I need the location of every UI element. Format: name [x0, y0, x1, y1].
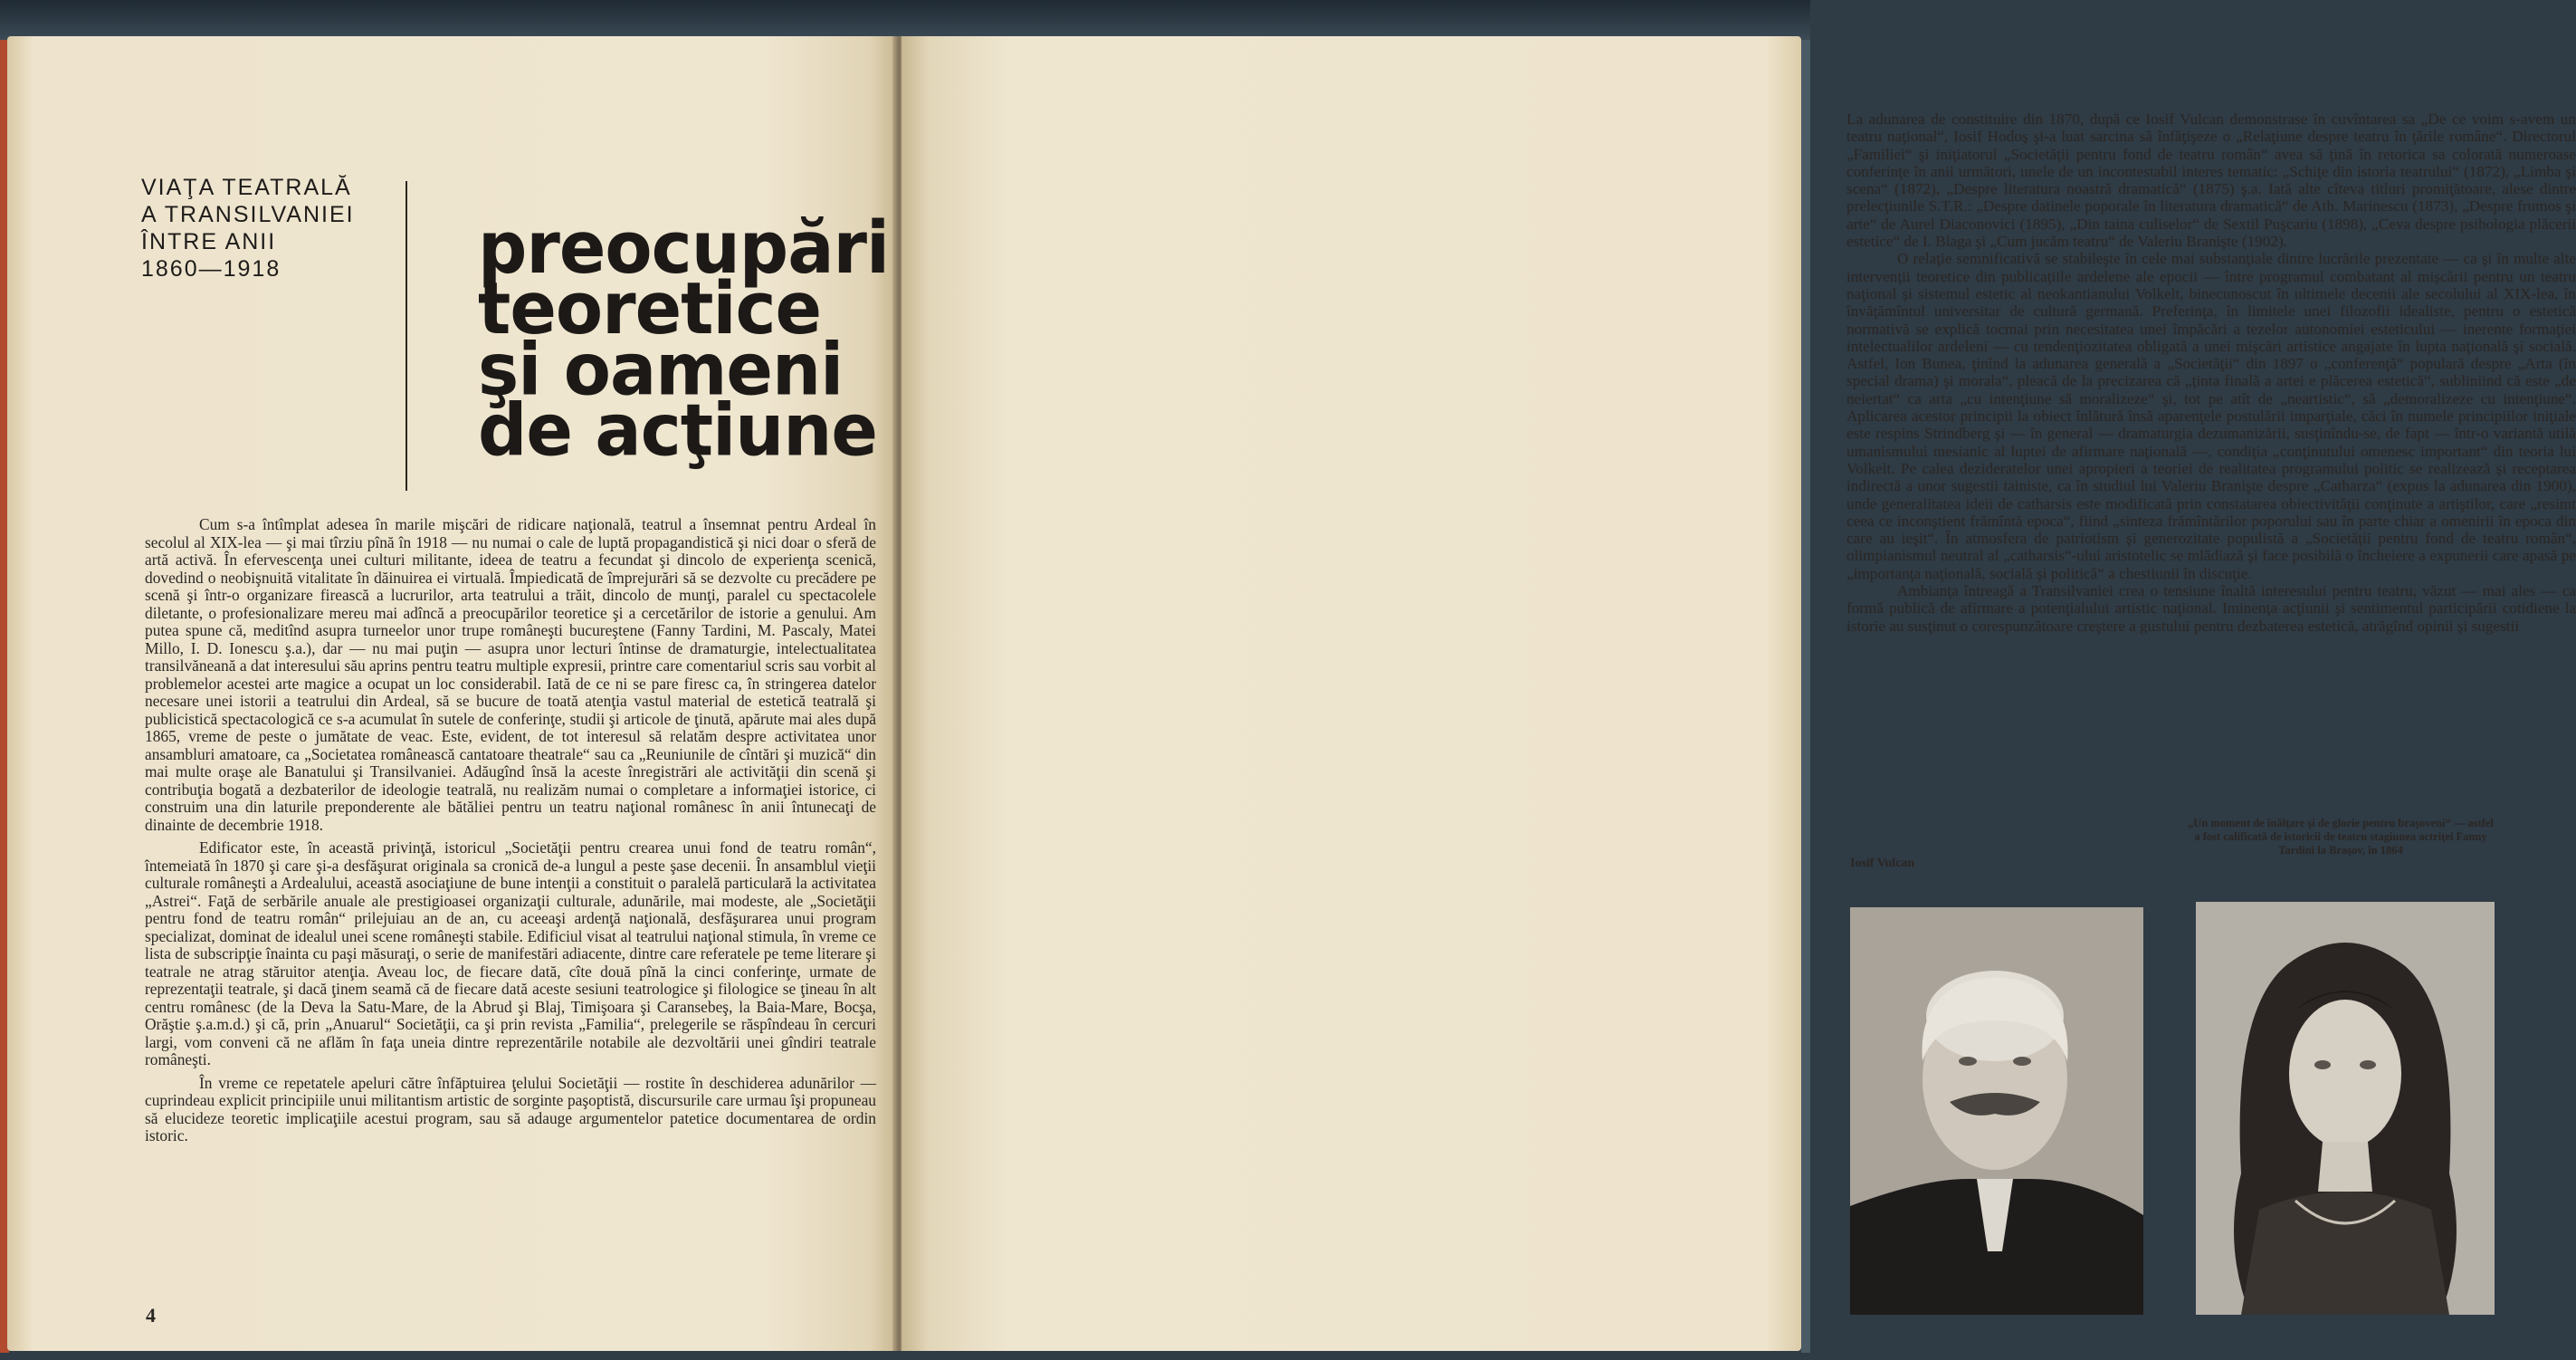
headline-line: de acţiune	[478, 387, 877, 473]
portrait-photo-fanny-tardini	[2196, 902, 2495, 1315]
headline-line: şi oameni	[478, 326, 844, 412]
section-title	[141, 174, 404, 283]
page-number: 4	[146, 1304, 156, 1326]
portrait-woman-illustration	[2196, 902, 2495, 1315]
right-page	[902, 36, 2576, 1351]
headline-line: teoretice	[478, 265, 822, 350]
section-title-line: A TRANSILVANIEI	[141, 202, 355, 227]
portrait-man-illustration	[1850, 907, 2143, 1315]
photo-caption-fanny-tardini: „Un moment de înălţare şi de glorie pentru braşoveni“ — astfel a fost calificată de istoricii de teatru stagiunea actriţei Fanny Tardini la Braşov, în 1864	[2188, 817, 2494, 857]
portrait-photo-iosif-vulcan	[1850, 907, 2143, 1315]
article-headline	[478, 205, 890, 473]
body-paragraph: Ambianţa întreagă a Transilvaniei crea o tensiune înaltă interesului pentru teatru, văzut — mai ales — ca formă publică de afirmare a potenţialului artistic naţional. Iminenţa acţiunii şi sentimentul participării cotidiene la istorie au susţinut o corespunzătoare creştere a gustului pentru dezbaterea estetică, atrăgînd opinii şi sugestii	[1846, 582, 2576, 635]
headline-line: preocupări	[478, 205, 890, 290]
left-body-text	[145, 516, 876, 1145]
left-page	[7, 36, 896, 1351]
section-title-line: 1860—1918	[141, 256, 281, 282]
body-paragraph: În vreme ce repetatele apeluri către înfăptuirea ţelului Societăţii — rostite în deschiderea adunărilor — cuprindeau explicit principiile unui militantism artistic de sorginte paşoptistă, discursurile care urmau îşi propuneau să elucideze teoretic implicaţiile acestui program, sau să adauge argumentelor patetice documentarea de ordin istoric.	[145, 1073, 876, 1145]
right-body-text	[1846, 110, 2576, 635]
section-title-line: VIAŢA TEATRALĂ	[141, 175, 352, 200]
body-paragraph: Edificator este, în această privinţă, istoricul „Societăţii pentru crearea unui fond de teatru român“, întemeiată în 1870 şi care şi-a desfăşurat originala sa cronică de-a lungul a peste şase decenii. În ansamblul vieţii culturale româneşti a Ardealului, această asociaţiune de bune intenţii a constituit o paralelă particulară la activitatea „Astrei“. Faţă de serbările anuale ale prestigioasei organizaţii culturale, adunările, mai modeste, ale „Societăţii pentru fond de teatru român“ prilejuiau an de an, cu aceeaşi ardenţă naţională, desfăşurarea unui program specializat, dominat de idealul unei scene româneşti stabile. Edificiul visat al teatrului naţional stimula, în vreme ce lista de subscripţie înainta cu paşi măsuraţi, o serie de manifestări adiacente, dintre care referatele pe teme literare şi teatrale ne atrag stăruitor atenţia. Aveau loc, de fiecare dată, cîte două pînă la cinci conferinţe, urmate de reprezentaţii teatrale, şi dacă ţinem seamă că de fiecare dată aceste sesiuni teatrologice şi filologice se ţineau în alt centru românesc (de la Deva la Satu-Mare, de la Abrud şi Blaj, Timişoara şi Caransebeş, la Baia-Mare, Bocşa, Orăştie ş.a.m.d.) şi că, prin „Anuarul“ Societăţii, ca şi prin revista „Familia“, prelegerile se răspîndeau în cercuri largi, vom conveni că ne aflăm în faţa uneia dintre reprezentările notabile ale dezvoltării unei gîndiri teatrale româneşti.	[145, 838, 876, 1068]
body-paragraph: O relaţie semnificativă se stabileşte în cele mai substanţiale dintre lucrările prezentate — ca şi în multe alte intervenţii teoretice din publicaţiile ardelene ale epocii — între programul combatant al mişcării pentru un teatru naţional şi sistemul estetic al neokantianului Volkelt, binecunoscut în ultimele decenii ale secolului al XIX-lea, în învăţămîntul universitar de cultură germană. Preferinţa, în limitele unei filozofii idealiste, pentru o estetică normativă se explică tocmai prin necesitatea unei împăcări a tezelor autonomiei esteticului — inerente formaţiei intelectualilor ardeleni — cu tendenţiozitatea obligată a unei mişcări artistice angajate în lupta naţională şi socială. Astfel, Ion Bunea, ţinînd la adunarea generală a „Societăţii“ din 1897 o „conferenţă“ populară despre „Arta (în special drama) şi morala“, pleacă de la precizarea că „ţinta finală a artei e plăcerea estetică“, subliniind că este „de neiertat“ ca arta „cu intenţiune să moralizeze“ şi, tot pe atît de „neartistic“, să „demoralizeze cu intenţiune“. Aplicarea acestor principii la obiect înlătură însă aparenţele postulării imparţiale, căci în numele principiilor iniţiale este respins Strindberg şi — în general — dramaturgia dezumanizării, susţinîndu-se, de fapt — într-o variantă utilă umanismului mesianic al luptei de afirmare naţională —, condiţia „conţinutului omenesc important“ din teoria lui Volkelt. Pe calea dezideratelor unei apropieri a teoriei de realitatea programului politic se realizează şi receptarea indirectă a unor sugestii tainiste, ca în studiul lui Valeriu Branişte despre „Catharza“ (expus la adunarea din 1900), unde generalitatea ideii de catharsis este modificată prin constatarea obiectivităţii conţinute a artiştilor, care „resimt ceea ce inconştient frămîntă epoca“, fiind „sinteza frămîntărilor poporului sau în parte chiar a omenirii în epoca din care au ieşit“. În atmosfera de patriotism şi generozitate populistă a „Societăţii pentru fond de teatru român“, olimpianismul neutral al „catharsis“-ului aristotelic se mlădiază şi face posibilă o încheiere a expunerii care apasă pe „importanţa naţională, socială şi politică“ a chestiunii în discuţie.	[1846, 250, 2576, 582]
section-title-line: ÎNTRE ANII	[141, 229, 277, 254]
vertical-divider	[405, 181, 407, 491]
body-paragraph: La adunarea de constituire din 1870, după ce Iosif Vulcan demonstrase în cuvîntarea sa „De ce voim s-avem un teatru naţional“, Iosif Hodoş şi-a luat sarcina să înfăţişeze o „Relaţiune despre teatru în ţările române“. Directorul „Familiei“ şi iniţiatorul „Societăţii pentru fond de teatru român“ avea să ţină în retorica sa colorată numeroase conferinţe în anii următori, unele de un incontestabil interes tematic: „Schiţe din istoria teatrului“ (1872), „Limba şi scena“ (1872), „Despre literatura noastră dramatică“ (1875) ş.a. Iată alte cîteva titluri promiţătoare, alese dintre prelecţiunile S.T.R.: „Despre datinele poporale în literatura dramatică“ de Ath. Marinescu (1873), „Despre frumos şi arte“ de Aurel Diaconovici (1895), „Din taina culiselor“ de Sextil Puşcariu (1898), „Ceva despre psihologia plăcerii estetice“ de I. Blaga şi „Cum jucăm teatru“ de Valeriu Branişte (1902).	[1846, 110, 2576, 251]
book-top-edge	[0, 0, 1810, 40]
book-cover-edge-right	[1801, 40, 1810, 1353]
body-paragraph: Cum s-a întîmplat adesea în marile mişcări de ridicare naţională, teatrul a însemnat pentru Ardeal în secolul al XIX-lea — şi mai tîrziu pînă în 1918 — nu numai o cale de luptă propagandistică şi nici doar o sferă de artă activă. În efervescenţa unei culturi militante, ideea de teatru a fecundat şi dincolo de experienţa scenică, dovedind o neobişnuită vitalitate în dăinuirea ei virtuală. Împiedicată de împrejurări să se dezvolte cu precădere pe scenă şi într-o organizare firească a lucrurilor, arta teatrului a trăit, dincolo de munţi, paralel cu spectacolele diletante, o profesionalizare mereu mai adîncă a preocupărilor teoretice şi a cercetărilor de istorie a genului. Am putea spune că, meditînd asupra turneelor unor trupe româneşti bucureştene (Fanny Tardini, M. Pascaly, Matei Millo, I. D. Ionescu ş.a.), dar — nu mai puţin — asupra unor lecturi întinse de dramaturgie, intelectualitatea transilvăneană a dat interesului său aprins pentru teatru multiple expresii, printre care comentariul scris sau vorbit al problemelor acestei arte magice a ocupat un loc considerabil. Iată de ce ni se pare firesc ca, în stringerea datelor necesare unei istorii a teatrului din Ardeal, să se bucure de toată atenţia vastul material de estetică teatrală şi publicistică spectacologică ce s-a acumulat în sutele de conferinţe, studii şi articole de ţinută, apărute mai ales după 1865, vreme de peste o jumătate de veac. Este, evident, de tot interesul să relatăm despre activitatea unor ansambluri amatoare, ca „Societatea românească cantatoare theatrale“ sau ca „Reuniunile de cîntări şi muzică“ din mai multe oraşe ale Banatului şi Transilvaniei. Adăugînd însă la aceste înregistrări ale activităţii din scenă şi contribuţia bogată a dezbaterilor de ideologie teatrală, nu realizăm numai o completare a informaţiei istorice, ci construim una din laturile preponderente ale bătăliei pentru un teatru naţional românesc în anii întunecaţi de dinainte de decembrie 1918.	[145, 515, 876, 834]
photo-caption-iosif-vulcan: Iosif Vulcan	[1850, 857, 1915, 870]
